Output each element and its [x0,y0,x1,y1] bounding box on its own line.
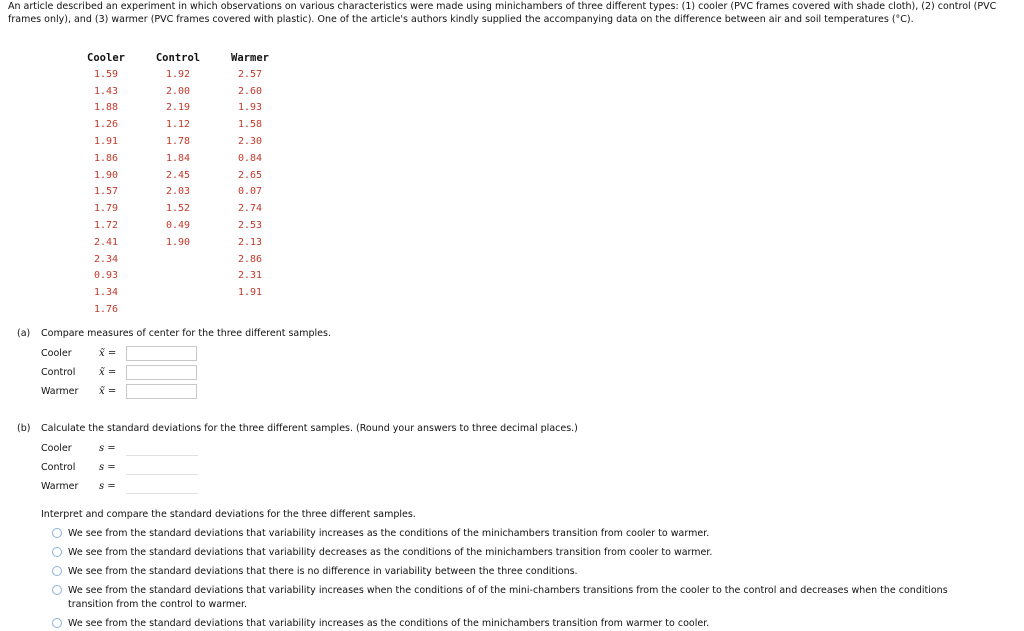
sd-row-cooler [41,440,198,457]
cell-cooler: 1.26 [93,119,119,131]
part-b-label: (b) [17,423,31,434]
cell-control [138,301,218,318]
cell-control: 1.52 [165,203,191,215]
cell-control: 1.92 [165,68,191,80]
cell-warmer: 2.30 [237,136,263,148]
header-control: Control [155,51,201,64]
cell-cooler: 1.90 [93,169,119,181]
data-table [74,49,282,318]
part-b-text: Calculate the standard deviations for the three different samples. (Round your answers to three decimal places.) [41,423,578,434]
cell-cooler: 1.86 [93,152,119,164]
median-row-control [41,364,197,381]
cell-cooler: 1.76 [93,304,119,316]
cell-warmer: 1.58 [237,119,263,131]
table-row [74,251,282,268]
sd-control-input[interactable] [126,460,198,475]
cell-warmer: 2.60 [237,85,263,97]
cell-cooler: 2.41 [93,236,119,248]
radio-button[interactable] [52,528,62,538]
cell-cooler: 1.57 [93,186,119,198]
median-warmer-input[interactable] [126,384,197,399]
table-row [74,83,282,100]
cell-warmer: 2.86 [237,253,263,265]
sd-symbol: s = [99,443,116,454]
table-row [74,150,282,167]
median-symbol: x̃ = [99,386,117,397]
cell-cooler: 1.34 [93,287,119,299]
median-label-control: Control [41,367,76,378]
cell-warmer: 2.57 [237,68,263,80]
radio-button[interactable] [52,585,62,595]
table-body [74,66,282,318]
cell-control: 1.84 [165,152,191,164]
choice-text: We see from the standard deviations that there is no difference in variability between the three conditions. [68,566,578,577]
median-label-warmer: Warmer [41,386,79,397]
sd-label-cooler: Cooler [41,443,72,454]
cell-warmer: 2.13 [237,236,263,248]
table-row [74,100,282,117]
table-row [74,200,282,217]
cell-control: 2.19 [165,102,191,114]
cell-control: 2.03 [165,186,191,198]
cell-control: 1.90 [165,236,191,248]
radio-button[interactable] [52,566,62,576]
sd-cooler-input[interactable] [126,441,198,456]
cell-cooler: 1.72 [93,220,119,232]
choice-text: We see from the standard deviations that variability decreases as the conditions of the minichambers transition from cooler to warmer. [68,547,713,558]
cell-cooler: 2.34 [93,253,119,265]
cell-control [138,251,218,268]
part-a-text: Compare measures of center for the three different samples. [41,328,331,339]
part-a-prompt [17,328,331,339]
cell-control: 1.12 [165,119,191,131]
table-header-row [74,49,282,66]
table-row [74,66,282,83]
cell-warmer [218,301,282,318]
cell-cooler: 1.91 [93,136,119,148]
cell-warmer: 0.84 [237,152,263,164]
table-row [74,217,282,234]
choice-text: We see from the standard deviations that variability increases as the conditions of the minichambers transition from warmer to cooler. [68,618,710,629]
table-row [74,284,282,301]
cell-warmer: 2.65 [237,169,263,181]
radio-button[interactable] [52,547,62,557]
choice-option-4[interactable] [52,584,988,611]
header-cooler: Cooler [87,51,125,64]
part-a-label: (a) [17,328,31,339]
sd-label-warmer: Warmer [41,481,79,492]
median-cooler-input[interactable] [126,346,197,361]
choice-option-1[interactable] [52,527,988,541]
cell-cooler: 1.88 [93,102,119,114]
table-row [74,268,282,285]
table-row [74,133,282,150]
median-symbol: x̃ = [99,348,117,359]
part-b-prompt [17,423,578,434]
table-row [74,184,282,201]
median-control-input[interactable] [126,365,197,380]
choice-text: We see from the standard deviations that variability increases when the conditions of of the mini-chambers transitions from the cooler to the control and decreases when the conditions transition from the control to warmer. [68,585,948,610]
sd-row-warmer [41,478,198,495]
problem-intro: An article described an experiment in which observations on various characteristics were made using minichambers of three different types: (1) cooler (PVC frames covered with shade cloth), (2) control (PVC frames only), and (3) warmer (PVC frames covered with plastic). One of the article's authors kindly supplied the accompanying data on the difference between air and soil temperatures (°C). [8,1,997,26]
cell-control: 0.49 [165,220,191,232]
sd-symbol: s = [99,481,116,492]
table-row [74,234,282,251]
choice-option-5[interactable] [52,617,988,631]
cell-warmer: 2.53 [237,220,263,232]
choice-option-3[interactable] [52,565,988,579]
median-row-warmer [41,383,197,400]
table-row [74,116,282,133]
cell-warmer: 1.91 [237,287,263,299]
median-row-cooler [41,345,197,362]
cell-cooler: 1.43 [93,85,119,97]
table-row [74,167,282,184]
table-row [74,301,282,318]
interpret-prompt: Interpret and compare the standard deviations for the three different samples. [41,509,416,520]
cell-control: 1.78 [165,136,191,148]
median-label-cooler: Cooler [41,348,72,359]
median-symbol: x̃ = [99,367,117,378]
cell-warmer: 1.93 [237,102,263,114]
cell-warmer: 0.07 [237,186,263,198]
choice-text: We see from the standard deviations that variability increases as the conditions of the minichambers transition from cooler to warmer. [68,528,710,539]
sd-warmer-input[interactable] [126,479,198,494]
cell-warmer: 2.74 [237,203,263,215]
cell-control: 2.45 [165,169,191,181]
sd-row-control [41,459,198,476]
cell-cooler: 1.59 [93,68,119,80]
header-warmer: Warmer [231,51,269,64]
cell-cooler: 1.79 [93,203,119,215]
sd-label-control: Control [41,462,76,473]
sd-symbol: s = [99,462,116,473]
cell-warmer: 2.31 [237,270,263,282]
cell-control [138,284,218,301]
cell-control: 2.00 [165,85,191,97]
cell-cooler: 0.93 [93,270,119,282]
radio-button[interactable] [52,618,62,628]
cell-control [138,268,218,285]
choice-option-2[interactable] [52,546,988,560]
